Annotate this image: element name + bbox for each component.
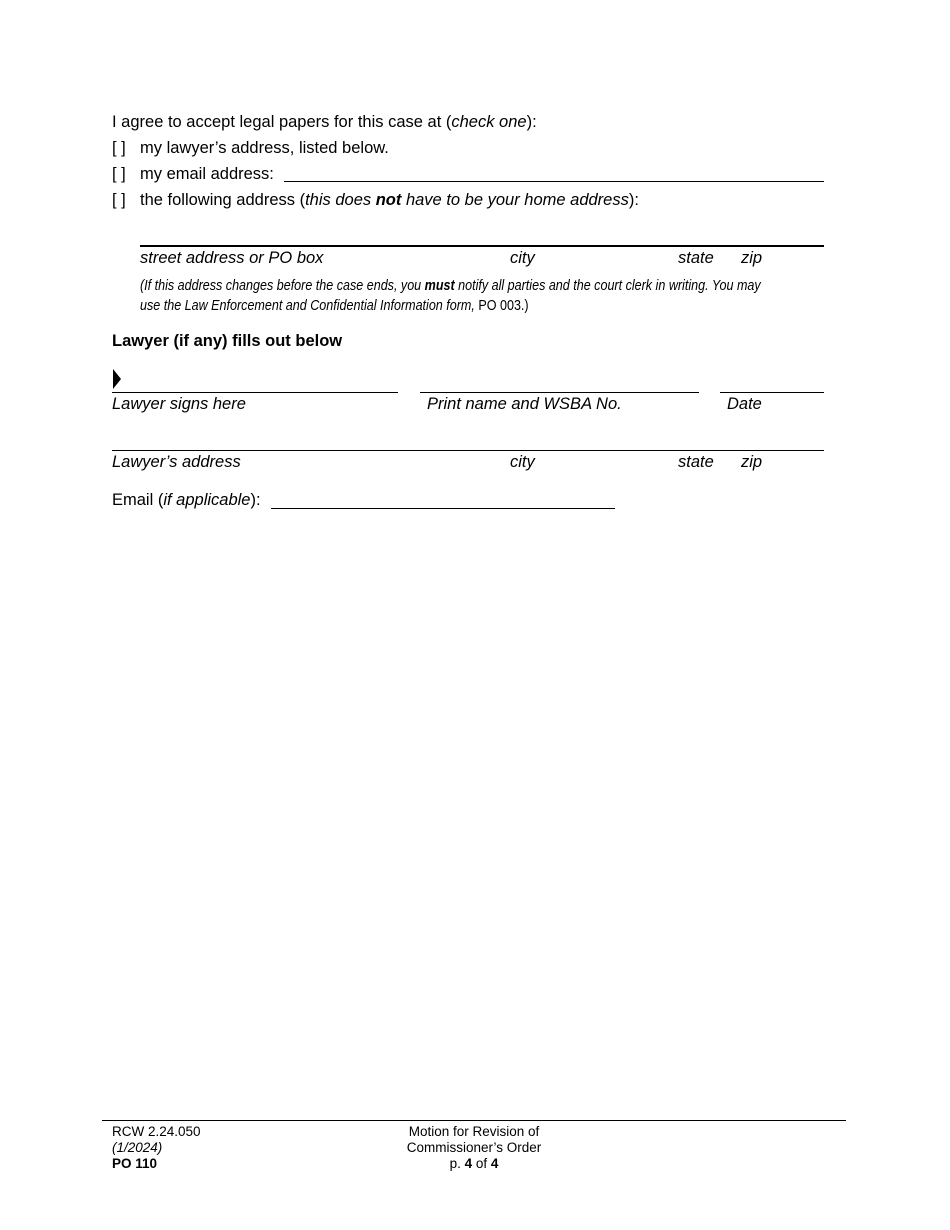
lawyer-heading: Lawyer (if any) fills out below — [112, 332, 343, 350]
lawyer-date-line[interactable] — [720, 392, 824, 393]
checkbox-email[interactable]: [ ] — [112, 165, 126, 183]
lawyer-email-line[interactable] — [271, 508, 615, 509]
lawyer-address-label: Lawyer’s address — [112, 453, 241, 471]
address-change-note: (If this address changes before the case ends, you must notify all parties and the court clerk in writing. You may — [140, 278, 761, 294]
email-field-line[interactable] — [284, 181, 824, 182]
street-label: street address or PO box — [140, 249, 324, 267]
lawyer-zip-label: zip — [741, 453, 763, 471]
lawyer-print-name-line[interactable] — [420, 392, 699, 393]
state-label: state — [678, 249, 714, 267]
option-other-address-label: the following address (this does not have to be your home address): — [140, 191, 639, 209]
option-lawyer-address-label: my lawyer’s address, listed below. — [140, 139, 389, 157]
footer-date: (1/2024) — [112, 1140, 163, 1155]
lawyer-sign-label: Lawyer signs here — [112, 395, 246, 413]
lawyer-address-line[interactable] — [112, 450, 824, 451]
footer-rcw: RCW 2.24.050 — [112, 1124, 201, 1139]
footer-title-1: Motion for Revision of — [408, 1124, 540, 1139]
footer-form-number: PO 110 — [112, 1156, 158, 1171]
lawyer-city-label: city — [510, 453, 535, 471]
checkbox-other-address[interactable]: [ ] — [112, 191, 126, 209]
accept-intro: I agree to accept legal papers for this case at (check one): — [112, 113, 537, 131]
lawyer-email-label: Email (if applicable): — [112, 491, 261, 509]
city-label: city — [510, 249, 535, 267]
footer-title-2: Commissioner’s Order — [406, 1140, 542, 1155]
address-change-note-2: use the Law Enforcement and Confidential Information form, PO 003.) — [140, 298, 529, 314]
lawyer-state-label: state — [678, 453, 714, 471]
footer-rule — [102, 1120, 846, 1121]
lawyer-print-label: Print name and WSBA No. — [427, 395, 622, 413]
lawyer-date-label: Date — [727, 395, 762, 413]
option-email-label: my email address: — [140, 165, 274, 183]
lawyer-signature-line[interactable] — [112, 392, 398, 393]
footer-page-number: p. 4 of 4 — [449, 1156, 499, 1171]
zip-label: zip — [741, 249, 763, 267]
address-field-line[interactable] — [140, 245, 824, 247]
checkbox-lawyer-address[interactable]: [ ] — [112, 139, 126, 157]
sign-here-arrow-icon — [113, 369, 121, 389]
